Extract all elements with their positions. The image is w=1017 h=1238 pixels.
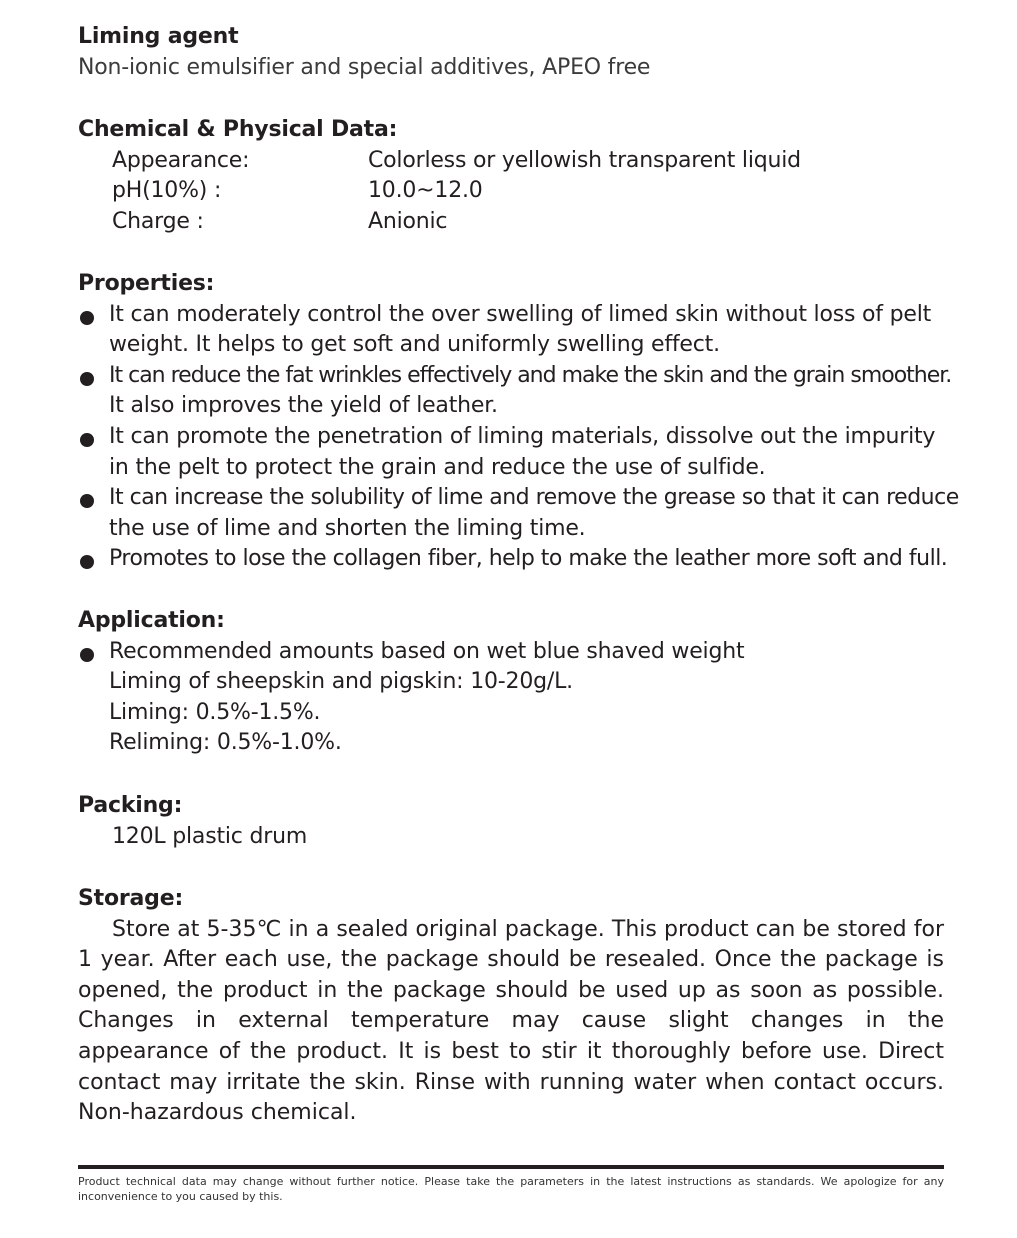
bullet-icon (80, 555, 94, 569)
data-value: 10.0~12.0 (368, 178, 483, 204)
list-item-line: It can reduce the fat wrinkles effectively and make the skin and the grain smoother. (109, 362, 952, 388)
storage-text: Store at 5-35℃ in a sealed original package. This product can be stored for 1 year. After each use, the package should be resealed. Once the package is opened, the product in the package should be used up as soon as possible. Changes in external temperature may cause slight changes in the appearance of the product. It is best to stir it thoroughly before use. Direct contact may irritate the skin. Rinse with running water when contact occurs. Non-hazardous chemical. (78, 916, 944, 1126)
chemical-data-section (78, 115, 944, 237)
packing-text: 120L plastic drum (112, 823, 308, 849)
application-heading: Application: (78, 608, 225, 633)
data-value: Colorless or yellowish transparent liquid (368, 147, 801, 173)
product-subtitle: Non-ionic emulsifier and special additives, APEO free (78, 54, 651, 80)
application-bullet-text: Recommended amounts based on wet blue shaved weight (109, 638, 745, 664)
application-line: Liming: 0.5%-1.5%. (109, 699, 321, 725)
list-item-line: in the pelt to protect the grain and reduce the use of sulfide. (109, 454, 766, 480)
data-key: pH(10%) : (112, 178, 222, 204)
storage-paragraph (78, 915, 944, 1129)
properties-section (78, 269, 959, 575)
bullet-icon (80, 372, 94, 386)
list-item-line: It can increase the solubility of lime and remove the grease so that it can reduce (109, 485, 959, 511)
bullet-icon (80, 311, 94, 325)
data-key: Charge : (112, 208, 204, 234)
list-item (78, 483, 959, 544)
product-title: Liming agent (78, 24, 239, 49)
application-line: Liming of sheepskin and pigskin: 10-20g/L. (109, 669, 573, 695)
list-item-line: Promotes to lose the collagen fiber, help to make the leather more soft and full. (109, 546, 948, 572)
title-section (78, 22, 944, 83)
list-item (78, 544, 948, 575)
data-row-appearance (78, 146, 944, 177)
list-item (78, 422, 944, 483)
data-row-ph (78, 176, 944, 207)
list-item-line: weight. It helps to get soft and uniformly swelling effect. (109, 332, 720, 358)
packing-section (78, 791, 944, 852)
list-item-line: the use of lime and shorten the liming time. (109, 515, 586, 541)
storage-heading: Storage: (78, 886, 184, 911)
footer-divider (78, 1165, 944, 1169)
data-value: Anionic (368, 208, 448, 234)
application-line: Reliming: 0.5%-1.0%. (109, 730, 342, 756)
list-item-line: It can promote the penetration of liming materials, dissolve out the impurity (109, 423, 936, 449)
list-item (78, 300, 944, 361)
list-item-line: It also improves the yield of leather. (109, 393, 498, 419)
footer-note: Product technical data may change without further notice. Please take the parameters in the latest instructions as standards. We apologize for any inconvenience to you caused by this. (78, 1175, 944, 1203)
application-section (78, 606, 944, 759)
storage-section (78, 884, 944, 1129)
bullet-icon (80, 494, 94, 508)
bullet-icon (80, 648, 94, 662)
list-item (78, 361, 952, 422)
list-item-line: It can moderately control the over swelling of limed skin without loss of pelt (109, 301, 932, 327)
data-key: Appearance: (112, 147, 250, 173)
bullet-icon (80, 433, 94, 447)
data-row-charge (78, 207, 944, 238)
chemical-data-heading: Chemical & Physical Data: (78, 117, 398, 142)
list-item (78, 637, 944, 668)
packing-heading: Packing: (78, 793, 183, 818)
properties-heading: Properties: (78, 271, 215, 296)
